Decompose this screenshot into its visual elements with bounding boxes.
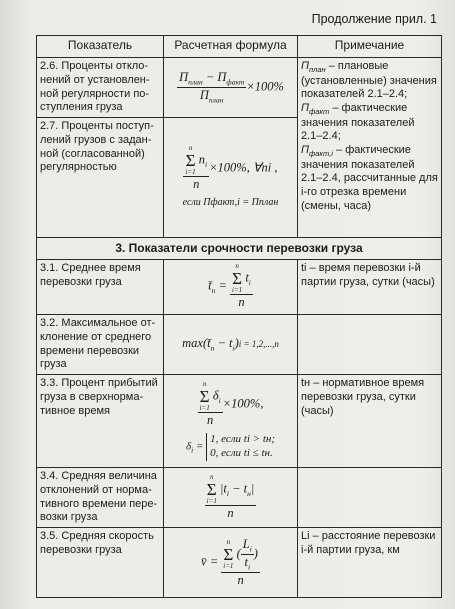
formula-2-7: n Σ i=1 $n_i$ n ×100%, ∀ni , если Пфакт,i = Пплан <box>164 118 298 238</box>
section-title: 3. Показатели срочности перевозки груза <box>37 238 442 260</box>
formula-text: ×100% <box>246 79 284 94</box>
note-3-5: Li – расстояние перевозки i-й партии груза, км <box>298 528 442 598</box>
formula-text: ×100%, <box>222 397 264 412</box>
formula-2-6: $\frac{П_{план} - П_{факт}}{П_{план}}$ ×100% <box>164 58 298 118</box>
note-3-1: ti – время перевозки i-й партии груза, сутки (часы) <box>298 260 442 315</box>
header-indicator: Показатель <box>37 36 164 58</box>
header-formula: Расчетная формула <box>164 36 298 58</box>
formula-text: ×100%, ∀ni , <box>209 161 278 176</box>
header-note: Примечание <box>298 36 442 58</box>
note-text: – фактические значения показателей 2.1–2.4, рассчитанные для i-го отрезка времени (смены, часа) <box>301 144 438 212</box>
indicator-name: 3.2. Максимальное от-клонение от среднего времени перевозки груза <box>37 315 164 375</box>
indicators-table <box>36 35 442 598</box>
formula-case: 1, если ti > tн; <box>210 433 276 446</box>
note-3-2 <box>298 315 442 375</box>
formula-text: i = 1,2,...,n <box>238 339 279 350</box>
formula-3-3: n Σ i=1 $\delta_i$ n ×100%, $\delta_i = 1$, если ti > tн; 0, если ti ≤ tн. <box>164 375 298 468</box>
formula-condition: если Пфакт,i = Пплан <box>182 197 279 209</box>
note-3-3: tн – нормативное время перевозки груза, сутки (часы) <box>298 375 442 468</box>
formula-3-1: $t̄_п$ = n Σ i=1 $t_i$ n <box>164 260 298 315</box>
indicator-name: 2.7. Проценты поступ-лений грузов с задан-ной (согласованной) регулярностью <box>37 118 164 238</box>
table-header-row <box>37 36 442 58</box>
table-row <box>37 315 442 375</box>
indicator-name: 3.1. Среднее время перевозки груза <box>37 260 164 315</box>
indicator-name: 3.5. Средняя скорость перевозки груза <box>37 528 164 598</box>
table-row <box>37 528 442 598</box>
note-2-6: $П_{план}$ – плановые (установленные) значения показателей 2.1–2.4; $П_{факт}$ – фактические значения показателей 2.1–2.4; $П_{факт,i}$ – фактические значения показателей 2.1–2.4, рассчитанные для i-го отрезка времени (смены, часа) <box>298 58 442 238</box>
indicator-name: 3.4. Средняя величина отклонений от норма-тивного времени пере-возки груза <box>37 468 164 528</box>
formula-3-5: v̄ = n Σ i=1 ( $\frac{L_i}{t_i}$ ) n <box>164 528 298 598</box>
note-3-4 <box>298 468 442 528</box>
note-text: – фактические значения показателей 2.1–2.4; <box>301 102 415 143</box>
table-row <box>37 58 442 118</box>
formula-case: 0, если ti ≤ tн. <box>210 446 273 459</box>
formula-3-2: $\max(t̄_п - t_i)i = 1,2,...,n$ <box>164 315 298 375</box>
indicator-name: 2.6. Проценты откло-нений от установлен-ной регулярности по-ступления груза <box>37 58 164 118</box>
section-row <box>37 238 442 260</box>
table-row <box>37 375 442 468</box>
note-text: – плановые (установленные) значения показателей 2.1–2.4; <box>301 60 437 101</box>
indicator-name: 3.3. Процент прибытий груза в сверхнорма-тивное время <box>37 375 164 468</box>
table-row <box>37 468 442 528</box>
table-row <box>37 260 442 315</box>
formula-3-4: n Σ i=1 $|t_i - t_н|$ n <box>164 468 298 528</box>
continuation-label: Продолжение прил. 1 <box>311 12 437 26</box>
